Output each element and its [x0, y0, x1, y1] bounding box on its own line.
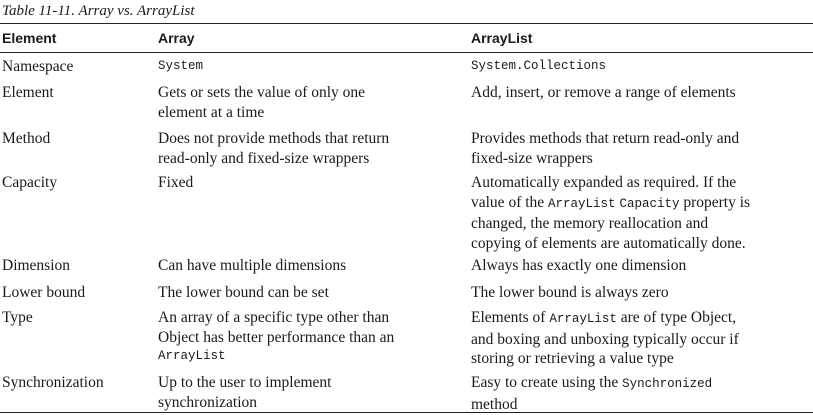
inline-code: Synchronized — [622, 377, 713, 391]
array-cell: Fixed — [158, 174, 194, 191]
cell-line: fixed-size wrappers — [471, 149, 593, 167]
row-label: Type — [2, 309, 33, 326]
cell-line: Provides methods that return read-only and — [471, 130, 740, 147]
column-header-array: Array — [158, 30, 195, 46]
arraylist-cell: Add, insert, or remove a range of elements — [471, 84, 736, 101]
array-cell: Can have multiple dimensions — [158, 257, 347, 274]
arraylist-cell: Always has exactly one dimension — [471, 257, 687, 274]
cell-line: copying of elements are automatically done. — [471, 234, 746, 252]
cell-line: Gets or sets the value of only one — [158, 84, 366, 101]
cell-line: synchronization — [158, 393, 258, 411]
row-label: Namespace — [2, 58, 74, 75]
cell-line: changed, the memory reallocation and — [471, 215, 709, 232]
arraylist-cell — [471, 129, 811, 168]
cell-line: storing or retrieving a value type — [471, 350, 674, 367]
cell-line — [471, 308, 811, 330]
cell-line: read-only and fixed-size wrappers — [158, 149, 370, 167]
cell-line: Up to the user to implement — [158, 374, 332, 391]
table-header-row — [0, 23, 813, 52]
cell-line: method — [471, 395, 518, 413]
row-label: Element — [2, 84, 54, 101]
row-label: Lower bound — [2, 284, 86, 301]
arraylist-cell: The lower bound is always zero — [471, 284, 669, 301]
arraylist-cell — [471, 373, 811, 414]
inline-code: ArrayList — [548, 196, 616, 211]
array-cell — [158, 83, 468, 122]
array-cell: System — [158, 59, 204, 73]
column-header-arraylist: ArrayList — [471, 30, 533, 46]
text-run: Elements of — [471, 309, 550, 326]
row-label: Capacity — [2, 174, 58, 191]
text-run: Easy to create using the — [471, 374, 623, 391]
inline-code: ArrayList — [549, 312, 617, 326]
text-run: value of the — [471, 193, 549, 211]
array-cell: The lower bound can be set — [158, 284, 329, 301]
cell-line: and boxing and unboxing typically occur if — [471, 330, 739, 348]
arraylist-cell — [471, 173, 811, 253]
cell-line — [471, 373, 811, 395]
text-run: are of type Object, — [616, 309, 737, 326]
array-cell — [158, 373, 468, 412]
cell-line: Automatically expanded as required. If the — [471, 174, 737, 191]
arraylist-cell: System.Collections — [471, 59, 607, 73]
array-cell — [158, 129, 468, 168]
arraylist-cell — [471, 308, 811, 369]
row-label: Method — [2, 130, 51, 147]
cell-line: Object has better performance than an — [158, 328, 395, 346]
inline-code: Capacity — [619, 196, 680, 211]
inline-code: ArrayList — [158, 349, 226, 363]
cell-line: An array of a specific type other than — [158, 309, 390, 326]
table-header-rule — [0, 52, 813, 53]
row-label: Dimension — [2, 257, 71, 274]
column-header-element: Element — [2, 30, 57, 46]
text-run: property is — [679, 193, 751, 211]
array-cell — [158, 308, 468, 367]
cell-line — [471, 193, 811, 215]
cell-line: Does not provide methods that return — [158, 130, 390, 147]
row-label: Synchronization — [2, 374, 104, 391]
cell-line: element at a time — [158, 103, 265, 121]
table-caption: Table 11-11. Array vs. ArrayList — [2, 3, 195, 19]
